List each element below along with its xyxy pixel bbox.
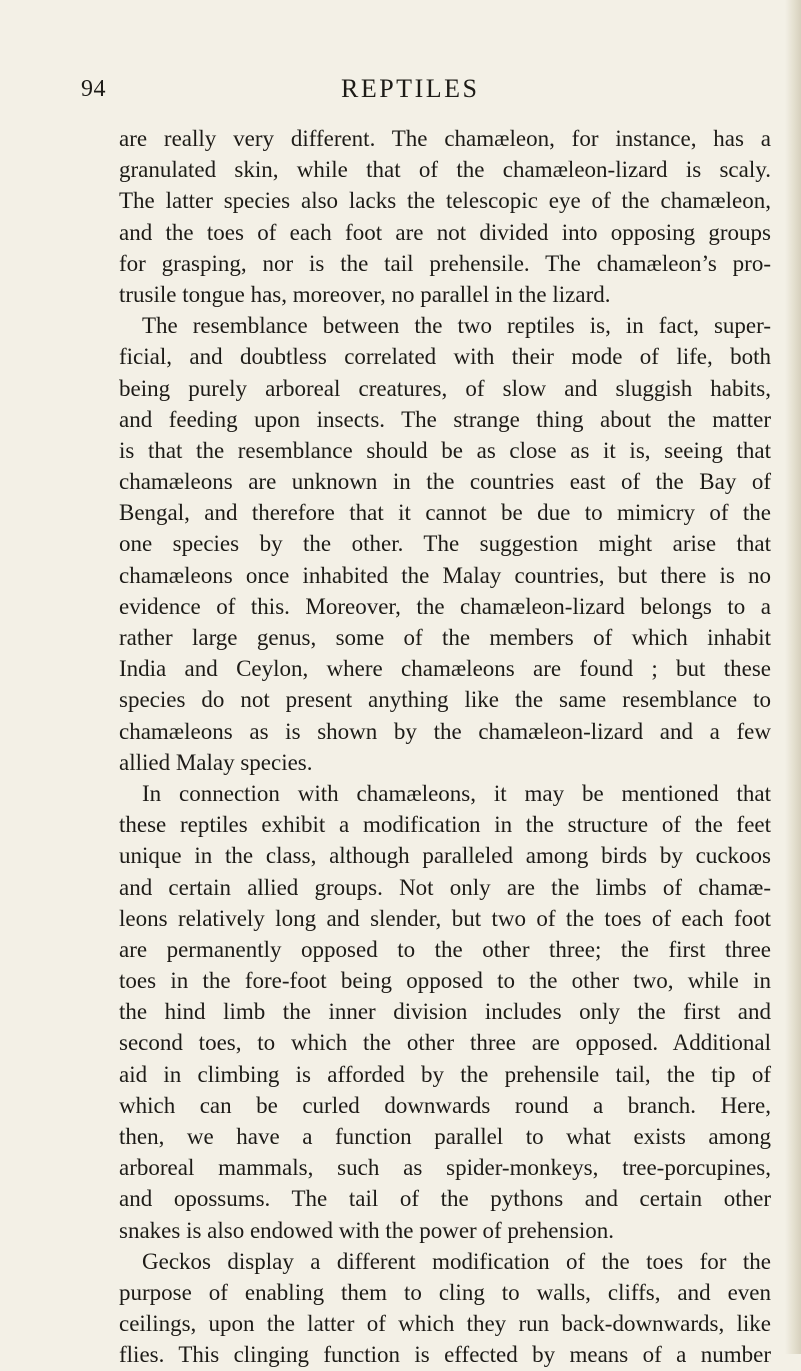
text-line: Bengal, and therefore that it cannot be due to mimicry of the	[119, 500, 771, 526]
text-line: is that the resemblance should be as close as it is, seeing that	[119, 437, 771, 463]
text-line: evidence of this. Moreover, the chamæleon-lizard belongs to a	[119, 593, 771, 619]
text-line: one species by the other. The suggestion might arise that	[119, 531, 771, 557]
text-line: leons relatively long and slender, but two of the toes of each foot	[119, 905, 771, 931]
text-line: India and Ceylon, where chamæleons are found ; but these	[119, 656, 771, 682]
text-line: and opossums. The tail of the pythons and certain other	[119, 1186, 771, 1212]
text-line: second toes, to which the other three are opposed. Additional	[119, 1030, 771, 1056]
text-line: chamæleons once inhabited the Malay countries, but there is no	[119, 562, 771, 588]
text-line: species do not present anything like the same resemblance to	[119, 687, 771, 713]
text-line: trusile tongue has, moreover, no parallel in the lizard.	[119, 281, 611, 307]
text-line: arboreal mammals, such as spider-monkeys, tree-porcupines,	[119, 1155, 771, 1181]
text-line: for grasping, nor is the tail prehensile. The chamæleon’s pro-	[119, 250, 771, 276]
body-text	[119, 123, 771, 1371]
paragraph-start-line: The resemblance between the two reptiles is, in fact, super-	[142, 313, 771, 339]
text-line: toes in the fore-foot being opposed to the other two, while in	[119, 968, 771, 994]
text-line: being purely arboreal creatures, of slow and sluggish habits,	[119, 375, 771, 401]
text-line: purpose of enabling them to cling to walls, cliffs, and even	[119, 1279, 771, 1305]
text-line: ficial, and doubtless correlated with their mode of life, both	[119, 344, 771, 370]
text-line: chamæleons as is shown by the chamæleon-lizard and a few	[119, 718, 771, 744]
text-line: rather large genus, some of the members of which inhabit	[119, 625, 771, 650]
running-head: REPTILES	[341, 74, 480, 103]
page-number: 94	[81, 76, 106, 102]
page-edge-shadow	[785, 0, 801, 1354]
text-line: flies. This clinging function is effected by means of a number	[119, 1342, 771, 1368]
text-line: then, we have a function parallel to what exists among	[119, 1124, 771, 1149]
text-line: these reptiles exhibit a modification in the structure of the feet	[119, 812, 771, 838]
text-line: chamæleons are unknown in the countries east of the Bay of	[119, 469, 771, 495]
text-line: the hind limb the inner division includes only the first and	[119, 999, 771, 1025]
text-line: The latter species also lacks the telescopic eye of the chamæleon,	[119, 188, 771, 214]
text-line: which can be curled downwards round a branch. Here,	[119, 1092, 771, 1118]
text-line: are permanently opposed to the other three; the first three	[119, 936, 771, 962]
text-line: and feeding upon insects. The strange thing about the matter	[119, 406, 771, 432]
text-line: snakes is also endowed with the power of prehension.	[119, 1217, 615, 1243]
paragraph-start-line: In connection with chamæleons, it may be mentioned that	[142, 780, 771, 806]
text-line: and the toes of each foot are not divided into opposing groups	[119, 219, 771, 245]
page-header	[0, 74, 801, 108]
text-line: and certain allied groups. Not only are the limbs of chamæ-	[119, 874, 771, 900]
text-line: ceilings, upon the latter of which they run back-downwards, like	[119, 1311, 771, 1337]
text-line: are really very different. The chamæleon, for instance, has a	[119, 126, 771, 151]
text-line: allied Malay species.	[119, 749, 313, 775]
text-line: aid in climbing is afforded by the prehensile tail, the tip of	[119, 1061, 771, 1087]
paragraph-start-line: Geckos display a different modification of the toes for the	[142, 1248, 771, 1274]
text-line: unique in the class, although paralleled among birds by cuckoos	[119, 843, 771, 869]
text-line: granulated skin, while that of the chamæleon-lizard is scaly.	[119, 157, 771, 183]
